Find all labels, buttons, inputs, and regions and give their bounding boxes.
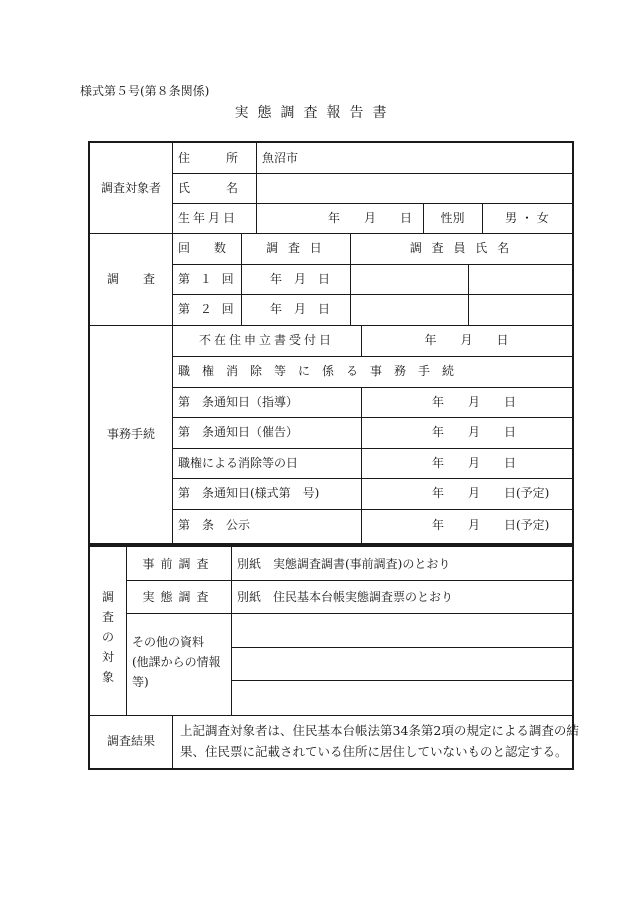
procedure-row-label: 第 条通知日（催告） — [178, 425, 299, 439]
investigator-field[interactable] — [470, 267, 570, 291]
receipt-date[interactable]: 年 月 日 — [424, 333, 509, 347]
row-line — [231, 647, 572, 648]
address-label: 住 所 — [178, 151, 239, 165]
procedure-row-date[interactable]: 年 月 日(予定) — [432, 518, 550, 532]
procedure-row-date[interactable]: 年 月 日 — [432, 456, 517, 470]
page-title: 実態調査報告書 — [234, 105, 396, 121]
section-divider — [90, 233, 572, 234]
target-section-label — [93, 587, 123, 687]
count-header: 回 数 — [178, 241, 227, 255]
other-materials-label: 等) — [132, 675, 149, 689]
gender-options[interactable]: 男 ・ 女 — [505, 211, 549, 225]
procedure-row-label: 第 条通知日(様式第 号) — [178, 486, 320, 500]
pre-survey-label: 事前調査 — [142, 557, 215, 571]
investigator-field[interactable] — [352, 267, 466, 291]
row-line — [172, 203, 572, 204]
actual-survey-label: 実態調査 — [142, 590, 215, 604]
survey-round-date[interactable]: 年 月 日 — [269, 302, 330, 316]
section-divider — [90, 325, 572, 326]
name-field[interactable] — [262, 179, 567, 199]
other-materials-field[interactable] — [234, 651, 568, 677]
row-line — [172, 448, 572, 449]
result-text-line: 果、住民票に記載されている住所に居住していないものと認定する。 — [180, 744, 568, 759]
column-line — [126, 547, 127, 715]
target-section-char: 対 — [101, 650, 114, 664]
row-line — [172, 509, 572, 510]
actual-survey-value: 別紙 住民基本台帳実態調査票のとおり — [237, 590, 454, 604]
column-line — [172, 715, 173, 768]
other-materials-label: その他の資料 — [132, 635, 205, 649]
survey-round-date[interactable]: 年 月 日 — [269, 272, 330, 286]
row-line — [126, 613, 572, 614]
row-line — [172, 387, 572, 388]
row-line — [231, 680, 572, 681]
name-label: 氏 名 — [178, 181, 239, 195]
procedure-row-date[interactable]: 年 月 日 — [432, 395, 517, 409]
birthdate-label: 生年月日 — [178, 211, 239, 225]
procedure-row-label: 第 条 公示 — [178, 518, 251, 532]
pre-survey-value: 別紙 実態調査調書(事前調査)のとおり — [237, 557, 451, 571]
gender-label: 性別 — [440, 211, 465, 225]
investigator-field[interactable] — [352, 297, 466, 321]
target-section-char: 象 — [101, 670, 114, 684]
receipt-label: 不在住申立書受付日 — [198, 333, 334, 347]
procedure-section-label: 事務手続 — [106, 427, 155, 441]
row-line — [126, 580, 572, 581]
birthdate-value[interactable]: 年 月 日 — [328, 211, 413, 225]
target-section-char: の — [101, 630, 114, 644]
procedure-row-date[interactable]: 年 月 日 — [432, 425, 517, 439]
survey-round-label: 第 １ 回 — [178, 272, 237, 286]
row-line — [172, 173, 572, 174]
address-value: 魚沼市 — [262, 151, 299, 165]
subject-section-label: 調査対象者 — [100, 181, 161, 195]
column-line — [361, 387, 362, 543]
row-line — [172, 356, 572, 357]
row-line — [172, 294, 572, 295]
report-table-main — [88, 141, 574, 545]
column-line — [256, 143, 257, 233]
result-label: 調査結果 — [106, 734, 155, 748]
other-materials-field[interactable] — [234, 617, 568, 643]
row-line — [172, 478, 572, 479]
column-line — [231, 547, 232, 715]
investigator-field[interactable] — [470, 297, 570, 321]
report-table-target — [88, 545, 579, 770]
investigator-header: 調 査 員 氏 名 — [409, 241, 513, 255]
row-line — [172, 264, 572, 265]
row-line — [172, 417, 572, 418]
column-line — [468, 264, 469, 325]
form-number: 様式第５号(第８条関係) — [80, 84, 210, 98]
survey-round-label: 第 ２ 回 — [178, 302, 237, 316]
procedure-row-label: 職権による消除等の日 — [178, 456, 299, 470]
other-materials-label: (他課からの情報 — [132, 655, 221, 669]
result-text-line: 上記調査対象者は、住民基本台帳法第34条第2項の規定による調査の結 — [180, 723, 579, 738]
target-section-char: 査 — [101, 610, 114, 624]
procedure-row-date[interactable]: 年 月 日(予定) — [432, 486, 550, 500]
other-materials-field[interactable] — [234, 684, 568, 712]
procedure-row-label: 第 条通知日（指導） — [178, 395, 299, 409]
section-divider — [90, 715, 572, 716]
survey-date-header: 調 査 日 — [266, 241, 325, 255]
deletion-procedure-header: 職権消除等に係る事務手続 — [178, 364, 467, 378]
survey-section-label: 調 査 — [106, 272, 155, 286]
target-section-char: 調 — [101, 590, 114, 604]
